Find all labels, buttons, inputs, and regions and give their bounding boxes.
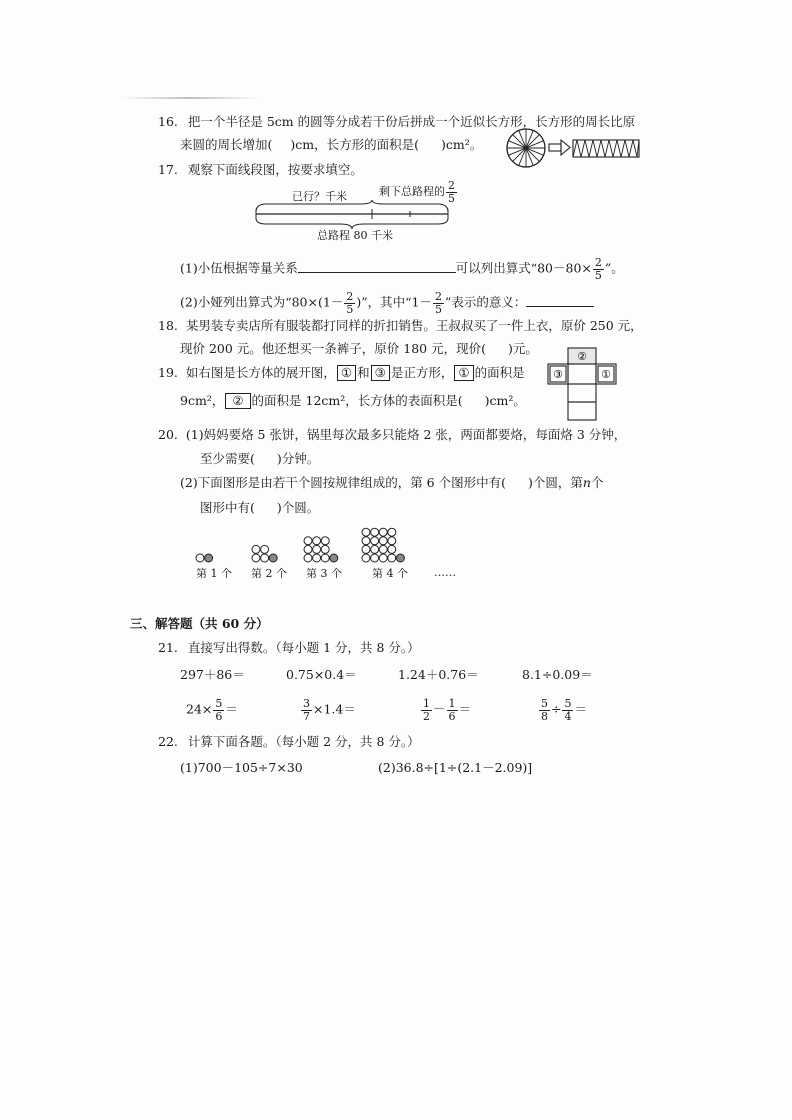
line-segment-diagram: [250, 200, 460, 230]
question-16-line2: [180, 137, 482, 152]
pattern-label-3: 第 3 个: [306, 567, 342, 580]
pattern-circle: [362, 545, 370, 553]
pattern-circle: [196, 554, 204, 562]
fraction: $\frac{5}{6}$: [215, 697, 223, 723]
face-label-2: ②: [225, 393, 250, 409]
q21-item-c: 1.24＋0.76＝: [398, 667, 479, 682]
pattern-figure-2: [252, 545, 277, 562]
pattern-figure-4: [362, 528, 404, 562]
question-20-part1-line2: 至少需要( )分钟。: [200, 451, 320, 466]
q22-number: 22.: [158, 734, 178, 749]
pattern-circle: [252, 554, 260, 562]
pattern-circle: [388, 528, 396, 536]
q17-prompt: 观察下面线段图，按要求填空。: [187, 162, 363, 177]
pattern-circle: [371, 545, 379, 553]
net-label-2: ②: [577, 350, 587, 363]
circle-pattern-figure: [190, 522, 470, 567]
fraction: $\frac{2}{5}$: [448, 179, 455, 205]
q21-item-h: $\frac{5}{8}$ ÷ $\frac{5}{4}$ ＝: [541, 697, 587, 723]
pattern-circle: [261, 554, 269, 562]
pattern-circle: [321, 545, 329, 553]
arrow-right-icon: [549, 140, 570, 155]
q17-part2: (2)小娅列出算式为“80×(1－ $\frac{2}{5}$ )”，其中“1－ $\frac{2}{5}$ ”表示的意义：: [180, 291, 594, 315]
fraction: $\frac{1}{2}$: [423, 697, 430, 723]
fraction: $\frac{3}{7}$: [303, 697, 310, 723]
pattern-circle: [321, 537, 329, 545]
question-19-line1: 19. 如右图是长方体的展开图， ① 和 ③ 是正方形， ① 的面积是: [158, 365, 525, 380]
cuboid-net-figure: [546, 346, 620, 422]
pattern-figure-3: [304, 537, 338, 562]
pattern-circle-shaded: [205, 554, 213, 562]
segment-label-traveled: 已行？千米: [292, 190, 347, 203]
question-18-line1: 18. 某男装专卖店所有服装都打同样的折扣销售。王叔叔买了一件上衣，原价 250 元，: [158, 318, 643, 333]
pattern-circle: [304, 537, 312, 545]
q16-text: 把一个半径是 5cm 的圆等分成若干份后拼成一个近似长方形，长方形的周长比原: [187, 114, 636, 129]
question-17-header: [158, 162, 363, 177]
net-label-3: ③: [553, 368, 563, 381]
pattern-circle: [371, 528, 379, 536]
q20-number: 20.: [158, 427, 178, 442]
pattern-circle: [379, 554, 387, 562]
pattern-circle: [379, 528, 387, 536]
pattern-circle: [304, 554, 312, 562]
question-20-part2: (2)下面图形是由若干个圆按规律组成的，第 6 个图形中有( )个圆，第n个: [180, 475, 604, 490]
question-22-header: 22. 计算下面各题。（每小题 2 分，共 8 分。）: [158, 734, 420, 749]
q21-number: 21.: [158, 640, 178, 655]
pattern-circle: [371, 537, 379, 545]
segment-label-remaining: 剩下总路程的 $\frac{2}{5}$: [379, 179, 455, 205]
q16-text2b: )cm，长方形的面积是(: [290, 137, 419, 152]
pattern-circle: [388, 545, 396, 553]
answer-blank[interactable]: [526, 306, 594, 307]
q16-number: 16.: [158, 114, 178, 129]
question-18-line2: 现价 200 元。他还想买一条裤子，原价 180 元，现价( )元。: [180, 341, 538, 356]
q22-item-a: (1)700－105÷7×30: [180, 760, 303, 775]
question-20-part2-line2: 图形中有( )个圆。: [200, 500, 320, 515]
q21-item-g: $\frac{1}{2}$ － $\frac{1}{6}$ ＝: [423, 697, 472, 723]
q16-text2a: 来圆的周长增加(: [180, 137, 273, 152]
scan-edge-mark: [120, 97, 260, 99]
fraction: $\frac{2}{5}$: [594, 256, 602, 282]
pattern-circle: [313, 545, 321, 553]
pattern-circle-shaded: [330, 554, 338, 562]
face-label-1: ①: [454, 365, 473, 381]
pattern-circle: [261, 545, 269, 553]
q17-part1: (1)小伍根据等量关系 可以列出算式“80－80× $\frac{2}{5}$ ”。: [180, 256, 624, 282]
pattern-circle: [321, 554, 329, 562]
pattern-circle: [388, 554, 396, 562]
q21-item-e: 24× $\frac{5}{6}$ ＝: [186, 697, 238, 723]
pattern-circle: [304, 545, 312, 553]
circle-to-rectangle-figure: [504, 126, 644, 172]
pattern-figure-1: [196, 554, 213, 562]
fraction: $\frac{1}{6}$: [448, 697, 456, 723]
fraction: $\frac{5}{8}$: [541, 697, 548, 723]
pattern-label-4: 第 4 个: [372, 567, 408, 580]
q18-number: 18.: [158, 318, 178, 333]
q16-text2c: )cm²。: [441, 137, 483, 152]
pattern-circle: [379, 545, 387, 553]
pattern-circle: [362, 528, 370, 536]
pattern-circle-shaded: [396, 554, 404, 562]
fraction: $\frac{5}{4}$: [564, 697, 572, 723]
pattern-circle-shaded: [269, 554, 277, 562]
sectored-circle-figure: [507, 129, 545, 167]
answer-blank[interactable]: [298, 272, 456, 273]
top-brace: [256, 200, 448, 212]
pattern-circle: [388, 537, 396, 545]
q21-item-a: 297＋86＝: [180, 667, 245, 682]
pattern-circle: [313, 537, 321, 545]
pattern-circle: [371, 554, 379, 562]
fraction: $\frac{2}{5}$: [346, 290, 354, 316]
pattern-circle: [252, 545, 260, 553]
question-21-header: 21. 直接写出得数。（每小题 1 分，共 8 分。）: [158, 640, 420, 655]
pattern-circle: [362, 554, 370, 562]
pattern-circle: [313, 554, 321, 562]
q17-number: 17.: [158, 162, 178, 177]
face-label-3: ③: [371, 365, 390, 381]
pattern-ellipsis: ……: [434, 566, 456, 579]
q21-item-d: 8.1÷0.09＝: [522, 667, 593, 682]
question-20-part1: 20. (1)妈妈要烙 5 张饼，锅里每次最多只能烙 2 张，两面都要烙，每面烙 3 分钟，: [158, 427, 627, 442]
q19-number: 19.: [158, 365, 178, 380]
q21-item-f: $\frac{3}{7}$ ×1.4＝: [303, 697, 356, 723]
pattern-circle: [362, 537, 370, 545]
bottom-brace: [256, 218, 448, 229]
pattern-label-2: 第 2 个: [251, 567, 287, 580]
zigzag-rectangle-figure: [573, 140, 639, 157]
face-label-1: ①: [337, 365, 356, 381]
section-3-title: 三、解答题（共 60 分）: [130, 616, 269, 631]
net-label-1: ①: [601, 368, 611, 381]
segment-label-total: 总路程 80 千米: [317, 229, 393, 242]
question-19-line2: 9cm²， ② 的面积是 12cm²，长方体的表面积是( )cm²。: [180, 393, 526, 408]
q21-item-b: 0.75×0.4＝: [286, 667, 357, 682]
pattern-label-1: 第 1 个: [196, 567, 232, 580]
q22-item-b: (2)36.8÷[1÷(2.1－2.09)]: [378, 760, 533, 775]
pattern-circle: [379, 537, 387, 545]
fraction: $\frac{2}{5}$: [434, 290, 442, 316]
